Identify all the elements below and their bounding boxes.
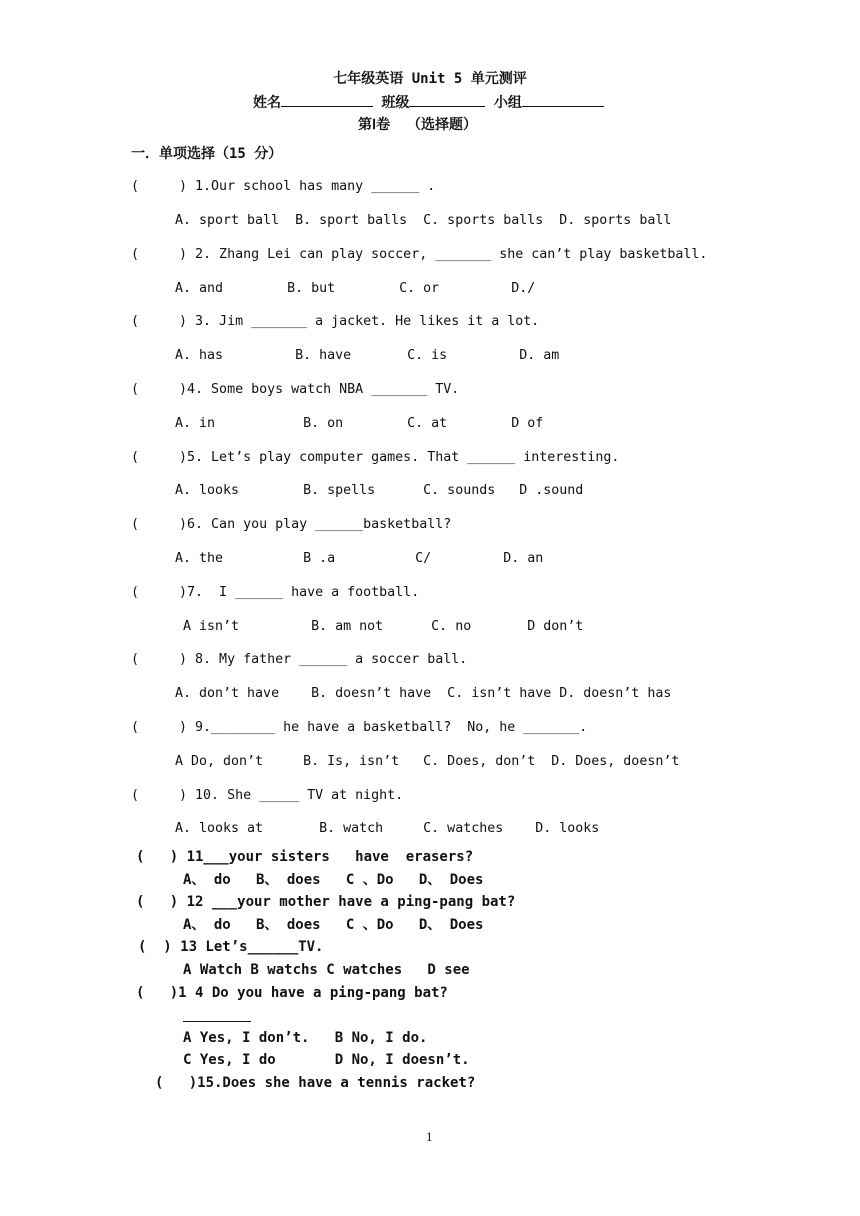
question-5-stem: ( )5. Let’s play computer games. That ______ interesting. xyxy=(131,450,620,465)
question-2-stem: ( ) 2. Zhang Lei can play soccer, _______ she can’t play basketball. xyxy=(131,247,708,262)
question-12-stem: ( ) 12 ___your mother have a ping-pang bat? xyxy=(136,894,516,910)
name-blank[interactable] xyxy=(281,93,373,107)
exam-title: 七年级英语 Unit 5 单元测评 xyxy=(333,71,527,87)
question-14-options-line2: C Yes, I do D No, I doesn’t. xyxy=(183,1052,470,1068)
question-10-options: A. looks at B. watch C. watches D. looks xyxy=(175,821,600,836)
question-5-options: A. looks B. spells C. sounds D .sound xyxy=(175,483,584,498)
question-4-options: A. in B. on C. at D of xyxy=(175,416,544,431)
page-number: 1 xyxy=(426,1129,433,1144)
question-8-options: A. don’t have B. doesn’t have C. isn’t have D. doesn’t has xyxy=(175,686,672,701)
question-13-stem: ( ) 13 Let’s______TV. xyxy=(138,939,324,955)
question-2-options: A. and B. but C. or D./ xyxy=(175,281,536,296)
question-9-options: A Do, don’t B. Is, isn’t C. Does, don’t D. Does, doesn’t xyxy=(175,754,680,769)
volume-label: 第Ⅰ卷 （选择题） xyxy=(358,117,477,133)
question-14-options-line1: A Yes, I don’t. B No, I do. xyxy=(183,1030,428,1046)
question-14-stem: ( )1 4 Do you have a ping-pang bat? xyxy=(136,985,448,1001)
student-info-line xyxy=(253,93,604,112)
question-8-stem: ( ) 8. My father ______ a soccer ball. xyxy=(131,652,468,667)
question-9-stem: ( ) 9.________ he have a basketball? No, he _______. xyxy=(131,720,588,735)
name-label: 姓名 xyxy=(253,95,281,111)
question-10-stem: ( ) 10. She _____ TV at night. xyxy=(131,788,404,803)
question-12-options: A、 do B、 does C 、Do D、 Does xyxy=(183,917,484,933)
class-label: 班级 xyxy=(381,95,410,111)
question-11-stem: ( ) 11___your sisters have erasers? xyxy=(136,849,474,865)
question-3-stem: ( ) 3. Jim _______ a jacket. He likes it a lot. xyxy=(131,314,540,329)
question-6-options: A. the B .a C/ D. an xyxy=(175,551,544,566)
question-13-options: A Watch B watchs C watches D see xyxy=(183,962,470,978)
question-15-stem: ( )15.Does she have a tennis racket? xyxy=(155,1075,476,1091)
question-4-stem: ( )4. Some boys watch NBA _______ TV. xyxy=(131,382,460,397)
group-blank[interactable] xyxy=(522,93,604,107)
group-label: 小组 xyxy=(493,95,522,111)
question-1-stem: ( ) 1.Our school has many ______ . xyxy=(131,179,436,194)
section-title: 一．单项选择（15 分） xyxy=(131,146,283,162)
question-7-stem: ( )7. I ______ have a football. xyxy=(131,585,420,600)
question-1-options: A. sport ball B. sport balls C. sports balls D. sports ball xyxy=(175,213,672,228)
question-11-options: A、 do B、 does C 、Do D、 Does xyxy=(183,872,484,888)
question-6-stem: ( )6. Can you play ______basketball? xyxy=(131,517,452,532)
question-3-options: A. has B. have C. is D. am xyxy=(175,348,560,363)
question-14-answer-blank[interactable] xyxy=(183,1008,251,1022)
question-7-options: A isn’t B. am not C. no D don’t xyxy=(175,619,584,634)
class-blank[interactable] xyxy=(409,93,485,107)
